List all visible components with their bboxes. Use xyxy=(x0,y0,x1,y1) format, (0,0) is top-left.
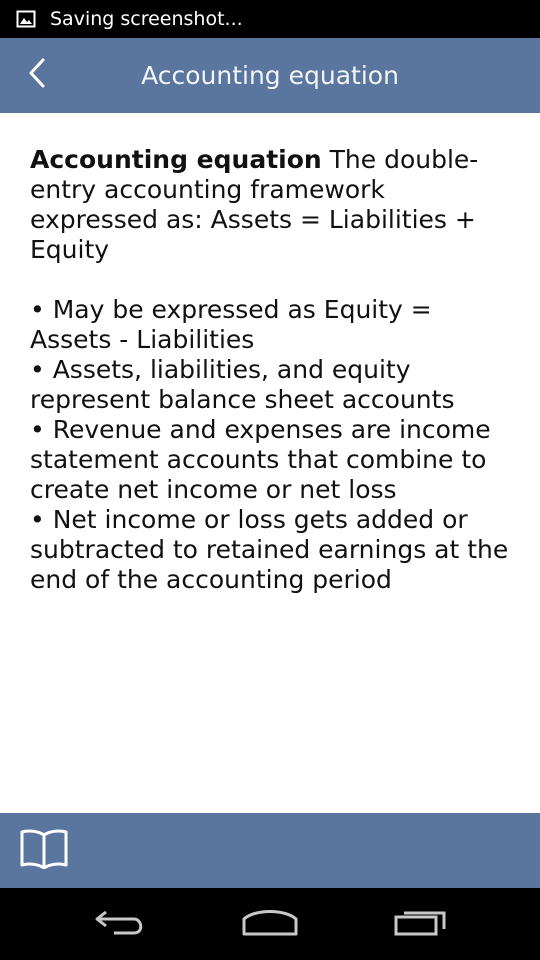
book-button[interactable] xyxy=(18,827,70,873)
status-bar xyxy=(0,0,540,38)
nav-home-icon xyxy=(241,907,299,941)
definition-text: The double-entry accounting framework expressed as: Assets = Liabilities + Equity xyxy=(30,145,479,264)
book-icon xyxy=(19,827,69,873)
page-title: Accounting equation xyxy=(141,61,399,90)
status-text: Saving screenshot... xyxy=(50,8,243,30)
navigation-bar xyxy=(0,888,540,960)
bullet-item: • Net income or loss gets added or subtracted to retained earnings at the end of the accounting period xyxy=(30,505,509,594)
nav-recents-icon xyxy=(393,907,449,941)
bottom-bar xyxy=(0,813,540,888)
nav-back-button[interactable] xyxy=(85,902,155,946)
nav-back-icon xyxy=(92,907,148,941)
bullet-list xyxy=(30,295,516,595)
nav-recents-button[interactable] xyxy=(386,902,456,946)
back-button[interactable] xyxy=(18,55,58,95)
bullet-item: • May be expressed as Equity = Assets - Liabilities xyxy=(30,295,432,354)
term-heading: Accounting equation xyxy=(30,145,322,174)
nav-home-button[interactable] xyxy=(235,902,305,946)
bullet-item: • Revenue and expenses are income statement accounts that combine to create net income or net loss xyxy=(30,415,491,504)
bullet-item: • Assets, liabilities, and equity represent balance sheet accounts xyxy=(30,355,455,414)
chevron-left-icon xyxy=(27,56,49,94)
image-icon xyxy=(16,9,36,29)
app-bar xyxy=(0,38,540,113)
definition-paragraph xyxy=(30,145,516,265)
definition-content xyxy=(30,145,516,595)
